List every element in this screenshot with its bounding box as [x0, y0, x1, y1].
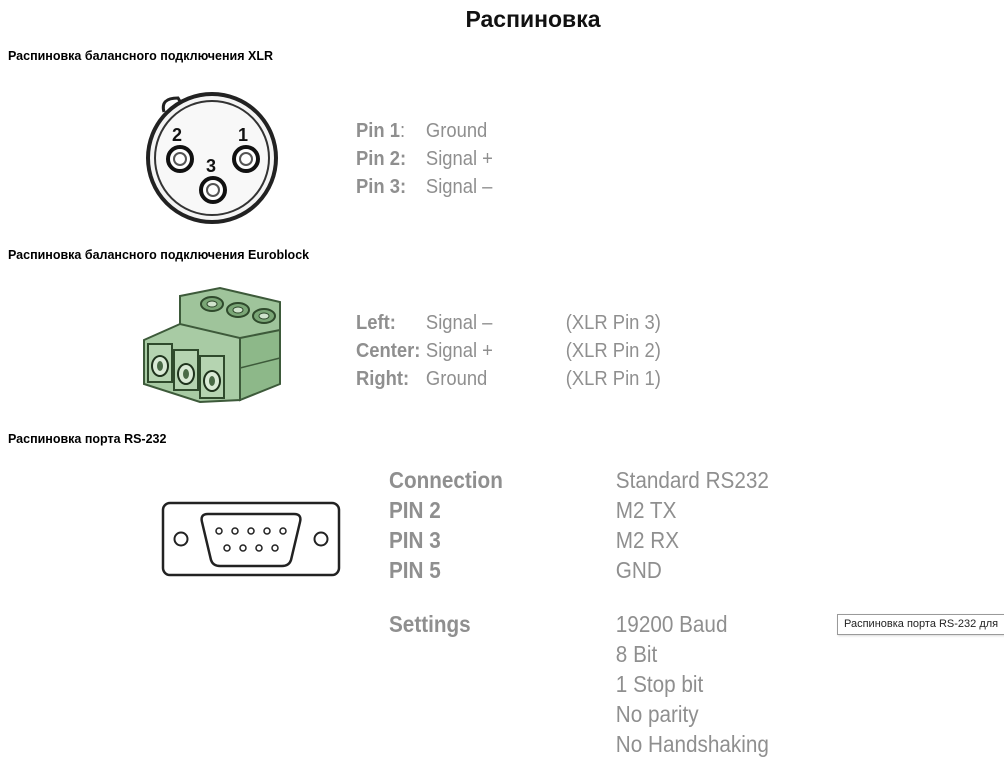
rs232-settings-label: Settings [389, 611, 471, 637]
xlr-row-2-value: Signal + [425, 148, 493, 170]
xlr-connector-image [140, 86, 280, 226]
xlr-row-3-value: Signal – [425, 176, 493, 198]
xlr-row-1 [356, 117, 488, 145]
rs232-setting-handshake: No Handshaking [615, 731, 769, 757]
xlr-row-2-pin: Pin 2: [356, 148, 407, 170]
rs232-setting-baud: 19200 Baud [615, 611, 728, 637]
euroblock-row-1-pin: Left: [356, 312, 396, 334]
rs232-row-4-label: PIN 5 [389, 557, 441, 583]
xlr-row-1-sep: : [399, 120, 406, 142]
euroblock-row-3-value: Ground [425, 368, 488, 390]
xlr-section-heading: Распиновка балансного подключения XLR [8, 49, 273, 63]
rs232-setting-stop: 1 Stop bit [615, 671, 704, 697]
xlr-pin-label-1: 1 [238, 125, 249, 145]
rs232-row-3-label: PIN 3 [389, 527, 441, 553]
rs232-row-4-value: GND [615, 557, 662, 583]
rs232-row-2-label: PIN 2 [389, 497, 441, 523]
euroblock-row-2 [356, 337, 661, 365]
image-tooltip: Распиновка порта RS-232 для [837, 614, 1004, 635]
rs232-row-3-value: M2 RX [615, 527, 680, 553]
rs232-setting-bits: 8 Bit [615, 641, 658, 667]
xlr-pin-label-3: 3 [206, 156, 217, 176]
rs232-row-2-value: M2 TX [615, 497, 677, 523]
xlr-row-3 [356, 173, 493, 201]
rs232-row-1-value: Standard RS232 [615, 467, 769, 493]
euroblock-row-2-value: Signal + [425, 340, 493, 362]
euroblock-row-3-xlr: (XLR Pin 1) [565, 368, 661, 390]
euroblock-row-2-pin: Center: [356, 340, 421, 362]
xlr-row-1-value: Ground [425, 120, 488, 142]
euroblock-row-3 [356, 365, 661, 393]
rs232-section-heading: Распиновка порта RS-232 [8, 432, 167, 446]
rs232-row-1-label: Connection [389, 467, 503, 493]
euroblock-row-1 [356, 309, 661, 337]
xlr-row-1-pin: Pin 1 [356, 120, 400, 142]
euroblock-row-1-xlr: (XLR Pin 3) [565, 312, 661, 334]
page-title: Распиновка [465, 6, 601, 32]
euroblock-row-3-pin: Right: [356, 368, 410, 390]
rs232-row-1 [389, 465, 769, 495]
euroblock-section-heading: Распиновка балансного подключения Euroblock [8, 248, 310, 262]
euroblock-row-1-value: Signal – [425, 312, 493, 334]
xlr-pin-label-2: 2 [172, 125, 183, 145]
rs232-settings-row-1 [389, 609, 728, 639]
rs232-row-4 [389, 555, 662, 585]
rs232-connector-image [160, 500, 342, 578]
rs232-row-3 [389, 525, 680, 555]
xlr-row-2 [356, 145, 493, 173]
euroblock-connector-image [140, 284, 290, 406]
euroblock-row-2-xlr: (XLR Pin 2) [565, 340, 661, 362]
xlr-row-3-pin: Pin 3: [356, 176, 407, 198]
rs232-row-2 [389, 495, 677, 525]
rs232-setting-parity: No parity [615, 701, 699, 727]
